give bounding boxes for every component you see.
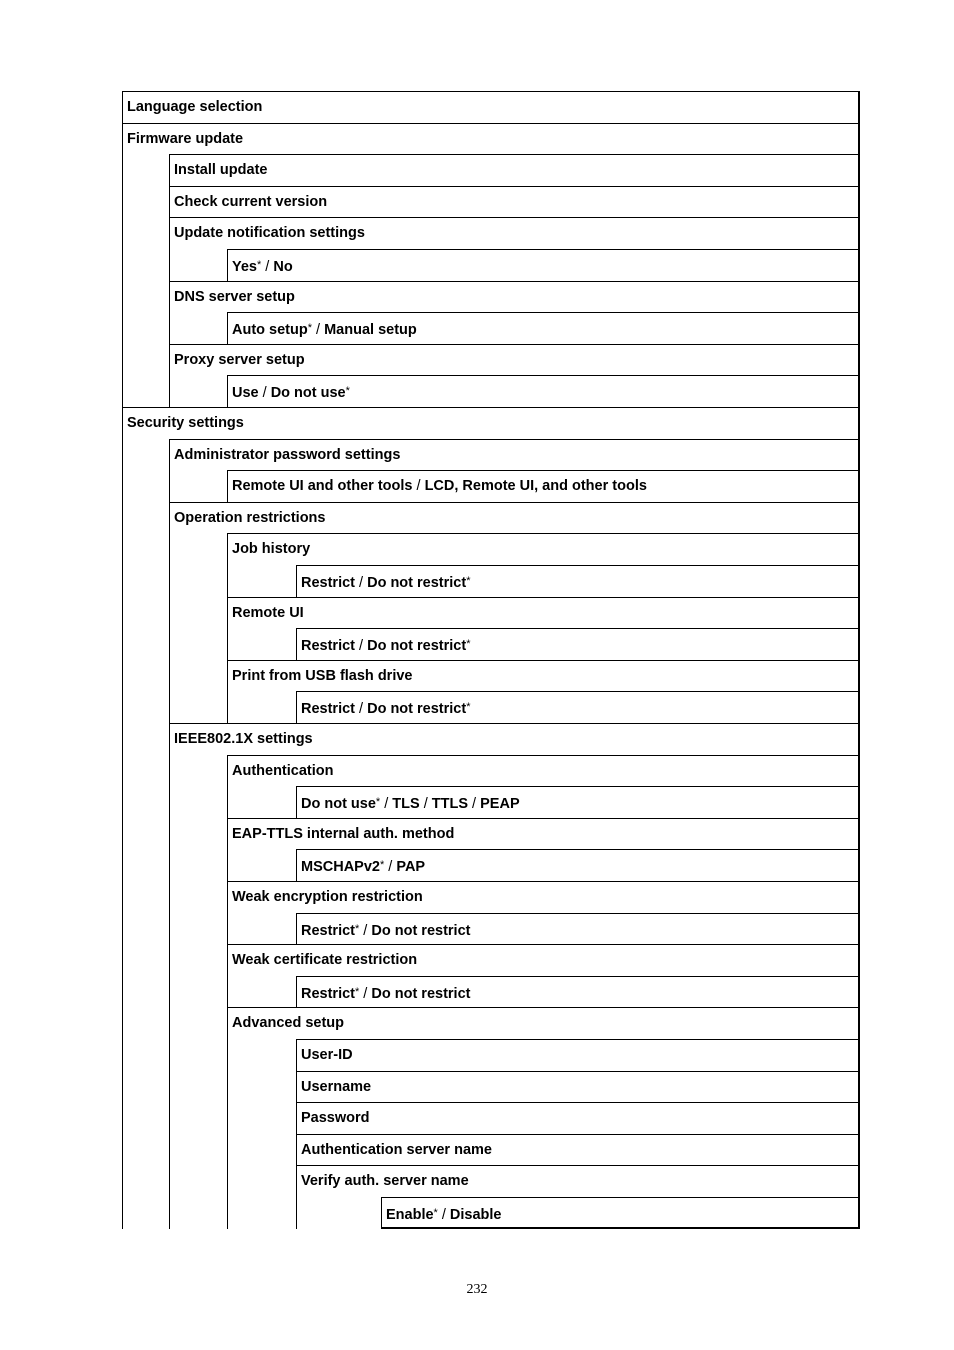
indent-gutter [169,1071,227,1103]
indent-gutter [122,849,169,881]
menu-item-level-1: DNS server setup [169,281,860,313]
menu-item-level-1: Administrator password settings [169,439,860,471]
menu-item-level-3: Restrict* / Do not restrict [296,976,860,1008]
menu-item-level-2: Remote UI and other tools / LCD, Remote UI, and other tools [227,470,860,502]
indent-gutter [296,1197,381,1229]
menu-row [122,470,860,502]
menu-item-level-0: Firmware update [122,123,860,155]
indent-gutter [122,691,169,723]
indent-gutter [169,312,227,344]
option-separator: / [312,322,325,339]
menu-row [122,913,860,945]
menu-item-level-1: Update notification settings [169,217,860,249]
menu-row [122,1165,860,1197]
menu-row [122,818,860,850]
menu-item-level-1: Proxy server setup [169,344,860,376]
indent-gutter [227,1134,296,1166]
menu-item-level-3: User-ID [296,1039,860,1071]
indent-gutter [122,1165,169,1197]
option-separator: / [355,638,368,655]
indent-gutter [169,660,227,692]
menu-item-level-3: Restrict / Do not restrict* [296,628,860,660]
indent-gutter [169,755,227,787]
indent-gutter [122,723,169,755]
menu-row [122,628,860,660]
indent-gutter [122,533,169,565]
menu-row [122,1071,860,1103]
indent-gutter [169,565,227,597]
menu-row [122,1197,860,1229]
indent-gutter [122,1197,169,1229]
menu-item-level-2: Authentication [227,755,860,787]
menu-item-level-3: Username [296,1071,860,1103]
menu-row [122,1007,860,1039]
menu-item-level-2: Weak certificate restriction [227,944,860,976]
option-separator: / [355,701,368,718]
indent-gutter [122,755,169,787]
default-marker: * [307,322,312,335]
menu-row [122,597,860,629]
menu-row [122,439,860,471]
indent-gutter [169,1197,227,1229]
option-separator: / [419,796,432,813]
indent-gutter [122,502,169,534]
default-marker: * [355,922,360,935]
indent-gutter [169,470,227,502]
settings-menu-table [122,91,860,1229]
option-separator: / [380,796,393,813]
indent-gutter [227,1165,296,1197]
indent-gutter [169,786,227,818]
indent-gutter [227,976,296,1008]
indent-gutter [169,944,227,976]
indent-gutter [122,1134,169,1166]
menu-row [122,849,860,881]
menu-item-level-3: MSCHAPv2* / PAP [296,849,860,881]
indent-gutter [227,1197,296,1229]
indent-gutter [227,913,296,945]
indent-gutter [227,1102,296,1134]
option-separator: / [359,922,372,939]
indent-gutter [169,691,227,723]
menu-item-level-2: Print from USB flash drive [227,660,860,692]
default-marker: * [379,859,385,872]
menu-item-level-2: Yes* / No [227,249,860,281]
menu-item-level-2: Remote UI [227,597,860,629]
indent-gutter [169,375,227,407]
indent-gutter [122,628,169,660]
indent-gutter [169,249,227,281]
indent-gutter [169,976,227,1008]
menu-row [122,660,860,692]
indent-gutter [169,533,227,565]
menu-item-level-1: Install update [169,154,860,186]
indent-gutter [122,786,169,818]
indent-gutter [169,913,227,945]
option-separator: / [384,859,397,876]
indent-gutter [169,1039,227,1071]
menu-row [122,723,860,755]
menu-row [122,786,860,818]
menu-row [122,249,860,281]
indent-gutter [169,818,227,850]
option-separator: / [258,385,271,402]
indent-gutter [122,913,169,945]
menu-row [122,91,860,123]
menu-item-level-2: Auto setup* / Manual setup [227,312,860,344]
indent-gutter [122,312,169,344]
indent-gutter [227,1039,296,1071]
option-separator: / [359,985,372,1002]
indent-gutter [169,1165,227,1197]
menu-item-level-2: EAP-TTLS internal auth. method [227,818,860,850]
indent-gutter [227,849,296,881]
indent-gutter [227,628,296,660]
indent-gutter [122,1102,169,1134]
menu-row [122,186,860,218]
menu-row [122,565,860,597]
menu-item-level-3: Do not use* / TLS / TTLS / PEAP [296,786,860,818]
indent-gutter [122,597,169,629]
menu-row [122,344,860,376]
menu-item-level-2: Weak encryption restriction [227,881,860,913]
menu-row [122,217,860,249]
menu-item-level-0: Security settings [122,407,860,439]
indent-gutter [122,217,169,249]
indent-gutter [122,470,169,502]
indent-gutter [169,1007,227,1039]
indent-gutter [122,1039,169,1071]
default-marker: * [466,701,471,714]
indent-gutter [122,881,169,913]
menu-item-level-2: Use / Do not use* [227,375,860,407]
menu-row [122,755,860,787]
indent-gutter [122,439,169,471]
indent-gutter [122,344,169,376]
indent-gutter [122,154,169,186]
indent-gutter [169,881,227,913]
default-marker: * [375,796,381,809]
menu-item-level-3: Verify auth. server name [296,1165,860,1197]
indent-gutter [122,944,169,976]
option-separator: / [261,259,274,275]
option-separator: / [355,575,368,591]
menu-item-level-1: Operation restrictions [169,502,860,534]
menu-row [122,1102,860,1134]
indent-gutter [169,849,227,881]
menu-row [122,502,860,534]
indent-gutter [122,818,169,850]
indent-gutter [169,628,227,660]
menu-item-level-3: Restrict / Do not restrict* [296,691,860,723]
menu-row [122,407,860,439]
menu-row [122,881,860,913]
menu-row [122,1134,860,1166]
menu-item-level-0: Language selection [122,91,860,123]
indent-gutter [227,565,296,597]
indent-gutter [122,249,169,281]
menu-item-level-4: Enable* / Disable [381,1197,860,1229]
menu-row [122,281,860,313]
menu-row [122,154,860,186]
page-number: 232 [466,1282,488,1297]
indent-gutter [227,1071,296,1103]
indent-gutter [227,691,296,723]
menu-row [122,1039,860,1071]
menu-item-level-3: Restrict* / Do not restrict [296,913,860,945]
indent-gutter [169,1134,227,1166]
indent-gutter [122,660,169,692]
indent-gutter [122,1071,169,1103]
indent-gutter [122,565,169,597]
menu-item-level-1: Check current version [169,186,860,218]
indent-gutter [122,1007,169,1039]
default-marker: * [345,385,350,398]
default-marker: * [355,985,360,998]
indent-gutter [122,186,169,218]
indent-gutter [169,597,227,629]
menu-row [122,976,860,1008]
option-separator: / [412,478,425,495]
menu-row [122,533,860,565]
menu-row [122,944,860,976]
default-marker: * [466,575,471,587]
menu-row [122,123,860,155]
menu-row [122,375,860,407]
default-marker: * [257,259,262,271]
menu-row [122,691,860,723]
menu-item-level-1: IEEE802.1X settings [169,723,860,755]
indent-gutter [122,281,169,313]
indent-gutter [169,1102,227,1134]
menu-item-level-3: Authentication server name [296,1134,860,1166]
default-marker: * [466,638,471,651]
menu-item-level-2: Job history [227,533,860,565]
menu-row [122,312,860,344]
menu-item-level-2: Advanced setup [227,1007,860,1039]
option-separator: / [468,796,481,813]
menu-item-level-3: Password [296,1102,860,1134]
menu-item-level-3: Restrict / Do not restrict* [296,565,860,597]
indent-gutter [122,375,169,407]
indent-gutter [122,976,169,1008]
option-separator: / [437,1207,450,1223]
default-marker: * [433,1207,438,1219]
indent-gutter [227,786,296,818]
